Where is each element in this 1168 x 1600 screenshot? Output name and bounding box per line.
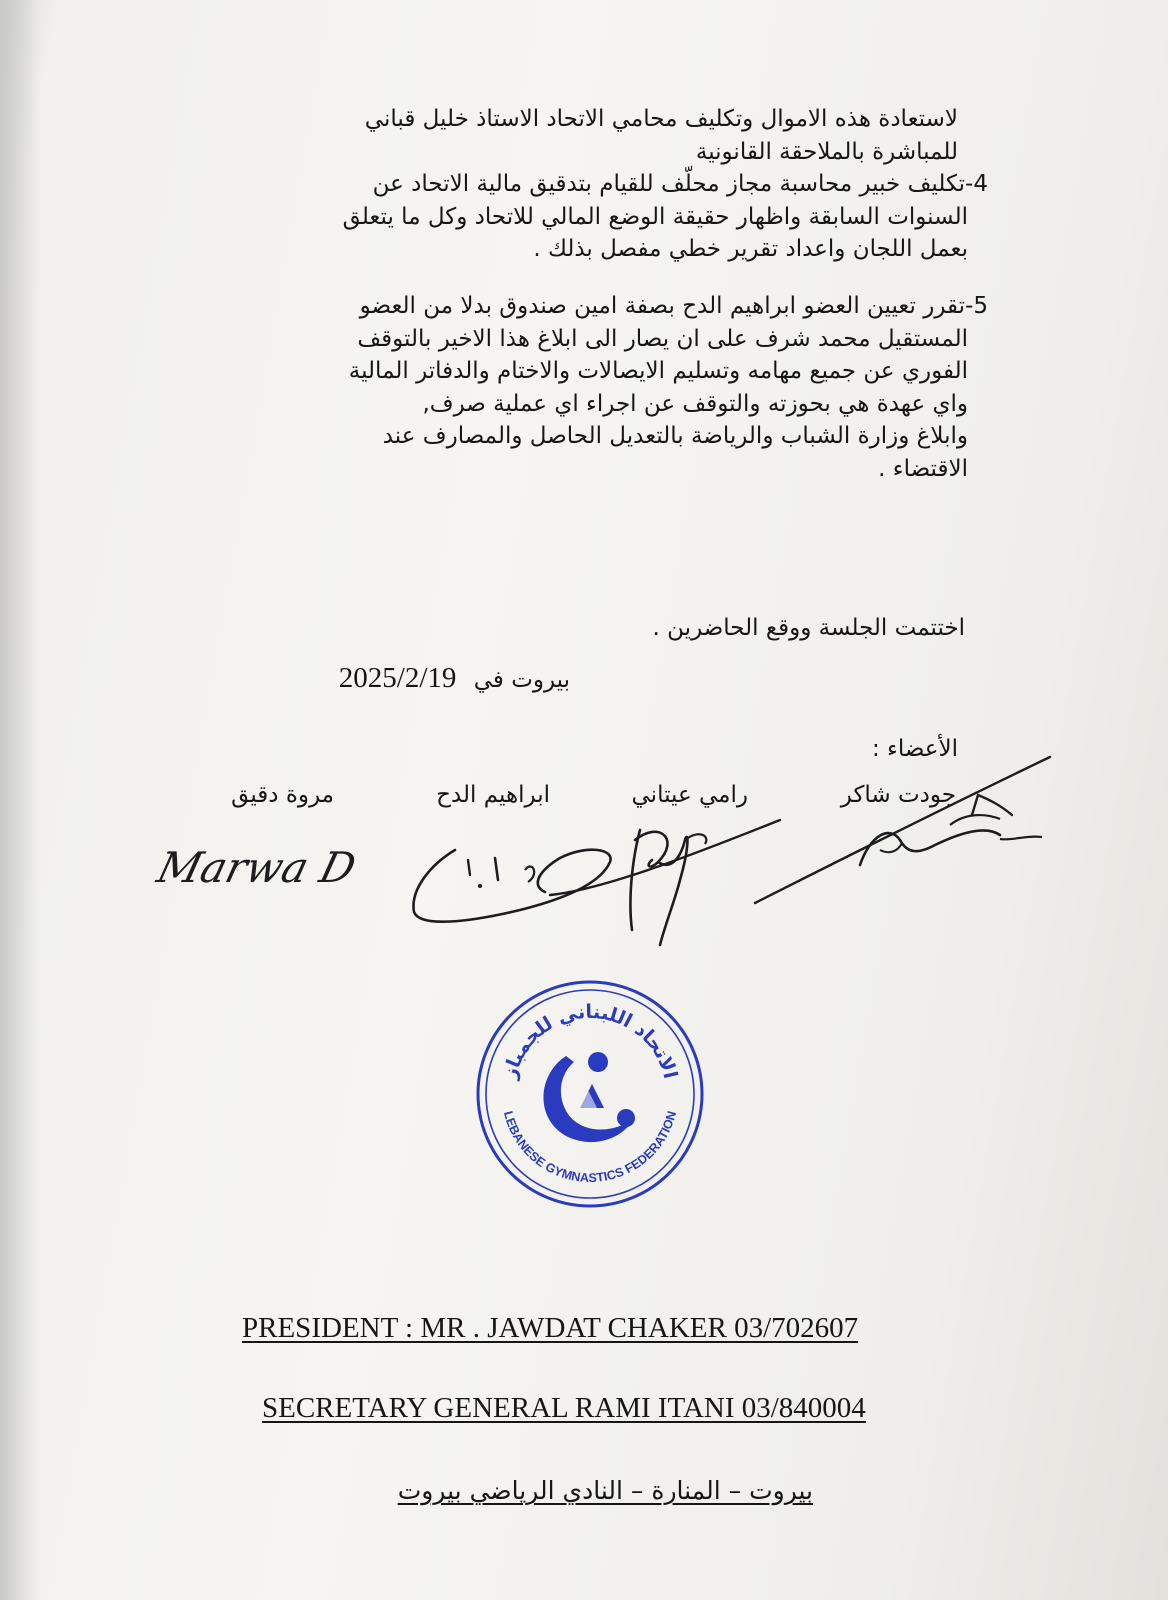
footer-address-line: بيروت – المنارة – النادي الرياضي بيروت	[397, 1476, 813, 1505]
signature-text: Marwa D	[152, 843, 361, 893]
stamp-arabic-text: الاتحاد اللبناني للجمباز	[498, 1000, 682, 1081]
federation-logo-icon	[543, 1052, 635, 1142]
resolution-item-4	[342, 168, 988, 266]
text-line: السنوات السابقة واظهار حقيقة الوضع المالي للاتحاد وكل ما يتعلق	[342, 203, 968, 230]
page-edge-shadow	[0, 0, 40, 1600]
member-name-jawdat-chaker: جودت شاكر	[840, 782, 956, 808]
signature-jawdat-chaker	[750, 755, 1070, 915]
date-text: 2025/2/19	[338, 662, 457, 694]
federation-stamp	[474, 978, 706, 1210]
footer-president-line: PRESIDENT : MR . JAWDAT CHAKER 03/702607	[242, 1312, 859, 1344]
text-line: الاقتضاء .	[878, 455, 968, 482]
place-text: بيروت في	[473, 667, 570, 693]
session-closing-text: اختتمت الجلسة ووقع الحاضرين .	[652, 615, 965, 641]
text-line: المستقيل محمد شرف على ان يصار الى ابلاغ هذا الاخير بالتوقف	[357, 325, 968, 352]
svg-text:LEBANESE GYMNASTICS FEDERATION	[501, 1110, 679, 1186]
text-line: 4-تكليف خبير محاسبة مجاز محلّف للقيام بتدقيق مالية الاتحاد عن	[372, 171, 988, 197]
item-3-continuation	[365, 103, 958, 168]
signature-marwa-dakik	[152, 830, 361, 900]
text-line: الفوري عن جميع مهامه وتسليم الايصالات والاختام والدفاتر المالية	[348, 358, 968, 384]
resolution-item-5	[348, 290, 988, 485]
text-line: لاستعادة هذه الاموال وتكليف محامي الاتحاد الاستاذ خليل قباني	[364, 106, 958, 132]
text-line: 5-تقرر تعيين العضو ابراهيم الدح بصفة امين صندوق بدلا من العضو	[359, 293, 988, 319]
text-line: بعمل اللجان واعداد تقرير خطي مفصل بذلك .	[533, 236, 968, 262]
text-line: وابلاغ وزارة الشباب والرياضة بالتعديل الحاصل والمصارف عند	[382, 423, 968, 449]
member-name-rami-itani: رامي عيتاني	[631, 782, 748, 808]
text-line: للمباشرة بالملاحقة القانونية	[695, 138, 958, 165]
place-and-date	[339, 662, 570, 697]
members-label: الأعضاء :	[871, 736, 958, 762]
member-name-marwa-dakik: مروة دقيق	[231, 782, 334, 808]
member-name-ibrahim-aldah: ابراهيم الدح	[436, 782, 550, 808]
stamp-english-text: LEBANESE GYMNASTICS FEDERATION	[500, 1109, 680, 1186]
text-line: واي عهدة هي بحوزته والتوقف عن اجراء اي عملية صرف,	[422, 390, 968, 417]
footer-secretary-line: SECRETARY GENERAL RAMI ITANI 03/840004	[262, 1392, 866, 1424]
